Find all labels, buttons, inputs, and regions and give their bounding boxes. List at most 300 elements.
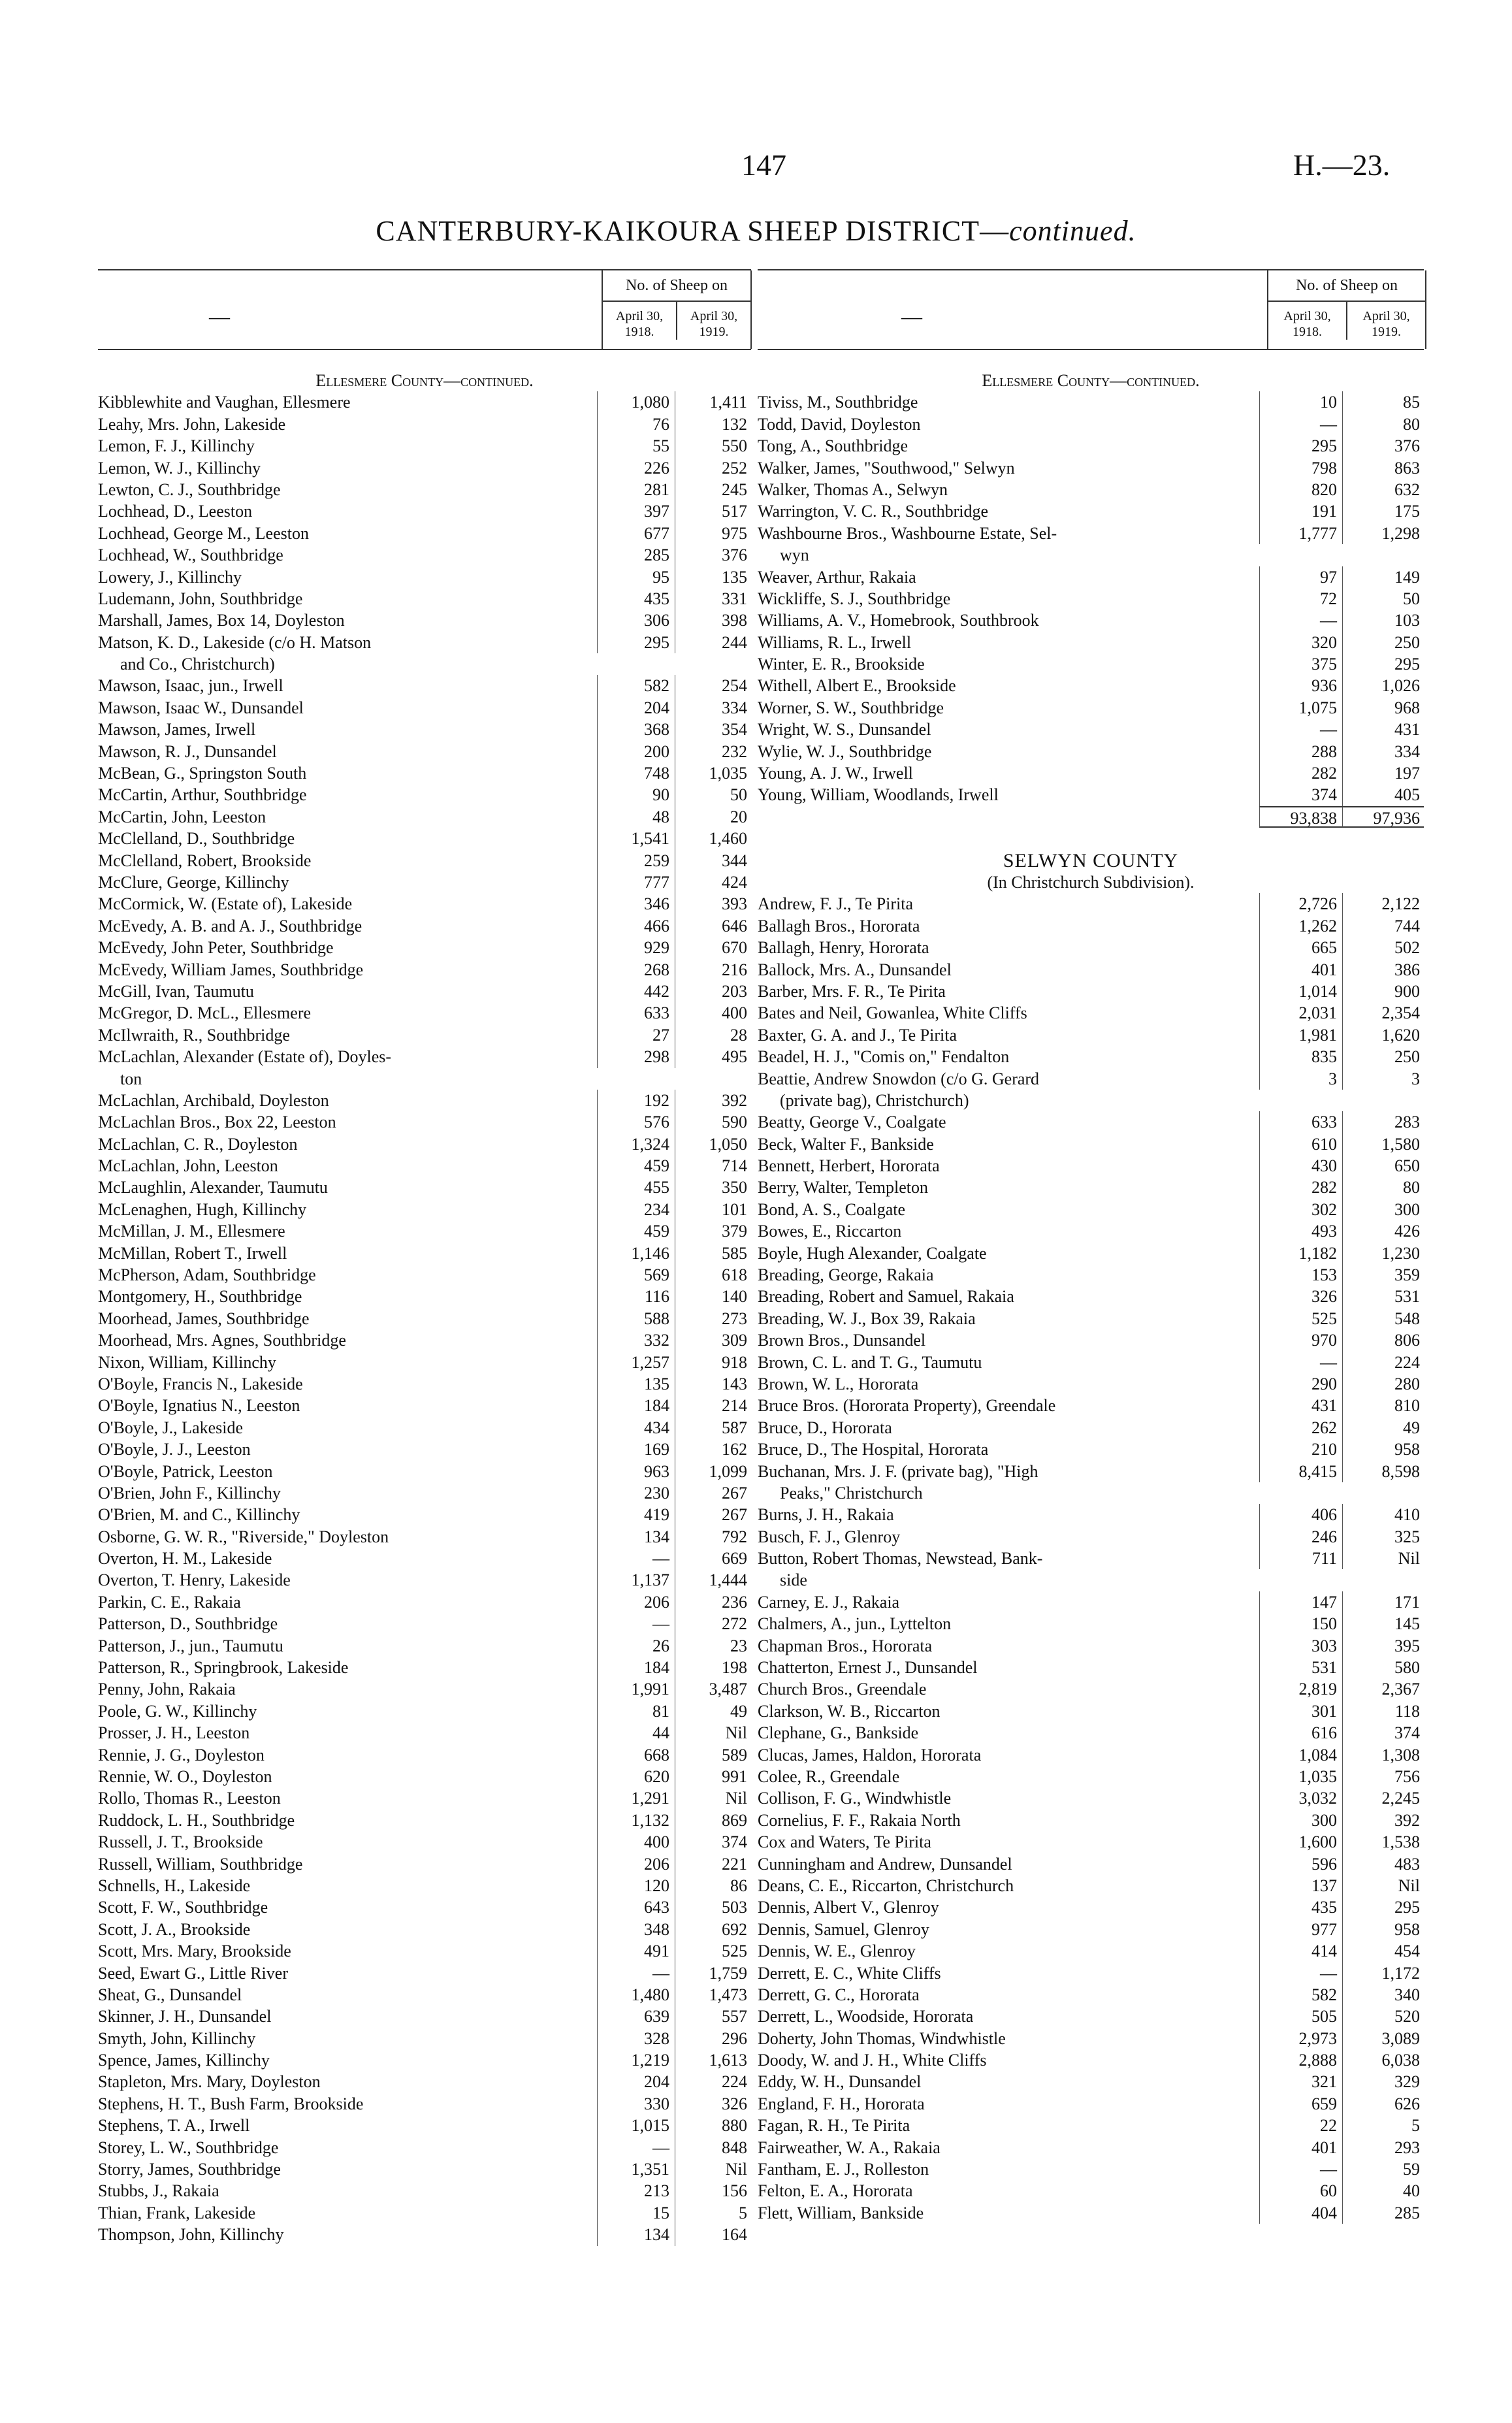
- holder-name: McLenaghen, Hugh, Killinchy: [98, 1199, 307, 1219]
- sheep-1919: 744: [1342, 915, 1424, 937]
- sheep-1919: 267: [675, 1504, 751, 1525]
- holder-name: Dennis, Albert V., Glenroy: [758, 1898, 939, 1917]
- holder-name: Osborne, G. W. R., "Riverside," Doyleston: [98, 1527, 389, 1546]
- table-row: [98, 1329, 751, 1351]
- sheep-1918: 230: [597, 1482, 675, 1504]
- sheep-1918: 1,219: [597, 2049, 675, 2071]
- table-row: [758, 2049, 1424, 2071]
- holder-name: O'Brien, M. and C., Killinchy: [98, 1505, 300, 1525]
- sheep-1919: 175: [1342, 500, 1424, 522]
- table-row: [98, 2093, 751, 2115]
- sheep-1918: 374: [1259, 784, 1342, 805]
- holder-name: Warrington, V. C. R., Southbridge: [758, 502, 989, 521]
- table-row: [758, 937, 1424, 958]
- table-row: [758, 1264, 1424, 1286]
- table-row: [758, 1940, 1424, 1962]
- sheep-1918: 620: [597, 1766, 675, 1787]
- holder-name: Storey, L. W., Southbridge: [98, 2138, 279, 2157]
- holder-name: O'Boyle, J., Lakeside: [98, 1418, 244, 1437]
- sheep-1918: 90: [597, 784, 675, 805]
- holder-name: McClure, George, Killinchy: [98, 872, 289, 892]
- sheep-1919: 216: [675, 959, 751, 981]
- holder-name: McCormick, W. (Estate of), Lakeside: [98, 894, 353, 914]
- sheep-1918: 288: [1259, 741, 1342, 762]
- sheep-1919: 309: [675, 1329, 751, 1351]
- sheep-1919: 296: [675, 2028, 751, 2049]
- sheep-1918: 406: [1259, 1504, 1342, 1525]
- sheep-1919: 590: [675, 1111, 751, 1133]
- sheep-1919: 792: [675, 1526, 751, 1548]
- sheep-1918: 435: [1259, 1896, 1342, 1918]
- sheep-1918: 633: [597, 1002, 675, 1024]
- sheep-1919: Nil: [1342, 1875, 1424, 1896]
- holder-name: Skinner, J. H., Dunsandel: [98, 2007, 272, 2026]
- title-main: CANTERBURY-KAIKOURA SHEEP DISTRICT—: [376, 215, 1010, 247]
- holder-name: Scott, Mrs. Mary, Brookside: [98, 1942, 291, 1961]
- sheep-1919: 670: [675, 937, 751, 958]
- sheep-1918: —: [1259, 414, 1342, 435]
- sheep-1919: 1,411: [675, 391, 751, 413]
- holder-name: Overton, T. Henry, Lakeside: [98, 1570, 291, 1590]
- holder-name: Lochhead, George M., Leeston: [98, 523, 309, 543]
- sheep-1919: 359: [1342, 1264, 1424, 1286]
- table-row: [98, 1853, 751, 1875]
- selwyn-rows: [758, 893, 1424, 2224]
- sheep-1919: 991: [675, 1766, 751, 1787]
- holder-name: Tong, A., Southbridge: [758, 436, 909, 456]
- sheep-1918: 204: [597, 2071, 675, 2092]
- sheep-1919: 197: [1342, 762, 1424, 784]
- sheep-1918: 576: [597, 1111, 675, 1133]
- table-row: [98, 566, 751, 588]
- sheep-1918: 135: [597, 1373, 675, 1395]
- sheep-1918: 668: [597, 1744, 675, 1766]
- table-row: [758, 784, 1424, 805]
- table-row: [98, 1199, 751, 1220]
- sheep-1918: 2,031: [1259, 1002, 1342, 1024]
- table-row: [758, 479, 1424, 500]
- sheep-1918: 330: [597, 2093, 675, 2115]
- table-row: [758, 2006, 1424, 2027]
- sheep-1919: Nil: [675, 1787, 751, 1809]
- holder-name: Collison, F. G., Windwhistle: [758, 1789, 952, 1808]
- sheep-1918: 1,600: [1259, 1831, 1342, 1853]
- table-row: [98, 719, 751, 740]
- sheep-1918: 48: [597, 806, 675, 828]
- sheep-1918: 295: [597, 632, 675, 653]
- holder-name: Worner, S. W., Southbridge: [758, 698, 944, 717]
- sheep-1919: 164: [675, 2224, 751, 2245]
- table-row: [758, 1439, 1424, 1460]
- table-row: [98, 2006, 751, 2027]
- holder-name: Andrew, F. J., Te Pirita: [758, 894, 914, 914]
- holder-name: Bruce, D., The Hospital, Hororata: [758, 1440, 989, 1459]
- holder-name-continued: ton: [120, 1069, 142, 1088]
- holder-name: McMillan, J. M., Ellesmere: [98, 1222, 285, 1241]
- sheep-1918: 76: [597, 414, 675, 435]
- holder-name: Moorhead, James, Southbridge: [98, 1309, 310, 1328]
- sheep-1918: 963: [597, 1461, 675, 1482]
- table-row: [758, 500, 1424, 522]
- sheep-1918: 491: [597, 1940, 675, 1962]
- sheep-1919: 585: [675, 1243, 751, 1264]
- table-row: [98, 1395, 751, 1416]
- table-row: [758, 1657, 1424, 1678]
- holder-name: O'Boyle, Patrick, Leeston: [98, 1461, 273, 1481]
- sheep-1918: 290: [1259, 1373, 1342, 1395]
- sheep-1918: 643: [597, 1896, 675, 1918]
- sheep-1918: 430: [1259, 1155, 1342, 1177]
- table-row: [758, 1308, 1424, 1329]
- table-row: [98, 1613, 751, 1634]
- holder-name: Bennett, Herbert, Hororata: [758, 1156, 940, 1176]
- sheep-1918: 346: [597, 893, 675, 915]
- sheep-1918: 748: [597, 762, 675, 784]
- sheep-1918: 300: [1259, 1810, 1342, 1831]
- holder-name: Lochhead, W., Southbridge: [98, 545, 283, 565]
- table-row: [758, 414, 1424, 435]
- table-row: [98, 893, 751, 915]
- sheep-1919: 557: [675, 2006, 751, 2027]
- sheep-1919: 869: [675, 1810, 751, 1831]
- sheep-1918: 977: [1259, 1919, 1342, 1940]
- holder-name: Wylie, W. J., Southbridge: [758, 741, 932, 761]
- table-row: [98, 544, 751, 566]
- table-row: [98, 1220, 751, 1242]
- holder-name: Lemon, F. J., Killinchy: [98, 436, 255, 456]
- holder-name: Bond, A. S., Coalgate: [758, 1199, 906, 1219]
- sheep-1918: 95: [597, 566, 675, 588]
- sheep-1918: 639: [597, 2006, 675, 2027]
- sheep-1918: 419: [597, 1504, 675, 1525]
- sheep-1918: 616: [1259, 1722, 1342, 1744]
- holder-name: Young, A. J. W., Irwell: [758, 764, 913, 783]
- table-row: [98, 2158, 751, 2180]
- table-row: [758, 1613, 1424, 1634]
- holder-name: Beck, Walter F., Bankside: [758, 1134, 934, 1154]
- right-table-header: [758, 269, 1424, 350]
- holder-name: Mawson, R. J., Dunsandel: [98, 741, 277, 761]
- holder-name: Stapleton, Mrs. Mary, Doyleston: [98, 2072, 321, 2092]
- sheep-1918: —: [1259, 719, 1342, 740]
- table-row: [758, 1810, 1424, 1831]
- sheep-1918: 1,014: [1259, 981, 1342, 1002]
- holder-name: Rennie, J. G., Doyleston: [98, 1745, 265, 1764]
- sheep-1919: 250: [1342, 1046, 1424, 1067]
- holder-name: Brown Bros., Dunsandel: [758, 1331, 926, 1350]
- sheep-1919: 918: [675, 1352, 751, 1373]
- sheep-1919: 958: [1342, 1919, 1424, 1940]
- table-row: [758, 915, 1424, 937]
- header-dash: —: [209, 304, 230, 328]
- sheep-1918: 97: [1259, 566, 1342, 588]
- holder-name: Storry, James, Southbridge: [98, 2160, 281, 2179]
- sheep-1919: 20: [675, 806, 751, 828]
- table-row: [98, 1417, 751, 1439]
- sheep-1919: 350: [675, 1177, 751, 1198]
- holder-name: Stubbs, J., Rakaia: [98, 2181, 219, 2201]
- sheep-1919: 692: [675, 1919, 751, 1940]
- right-column: [758, 269, 1424, 2262]
- holder-name: O'Boyle, Francis N., Lakeside: [98, 1374, 303, 1393]
- sheep-1918: 206: [597, 1853, 675, 1875]
- sheep-1919: 1,444: [675, 1569, 751, 1591]
- table-row: [758, 1352, 1424, 1373]
- holder-name: Doody, W. and J. H., White Cliffs: [758, 2051, 987, 2070]
- sheep-1918: 375: [1259, 653, 1342, 675]
- table-row: [98, 1787, 751, 1809]
- holder-name: Seed, Ewart G., Little River: [98, 1963, 288, 1983]
- table-row: [758, 1504, 1424, 1525]
- sheep-1918: 282: [1259, 1177, 1342, 1198]
- table-row: [98, 1766, 751, 1787]
- table-row: [758, 1177, 1424, 1198]
- table-row: [758, 1111, 1424, 1133]
- sheep-1918: 3,032: [1259, 1787, 1342, 1809]
- holder-name: Fantham, E. J., Rolleston: [758, 2160, 929, 2179]
- sheep-1919: 580: [1342, 1657, 1424, 1678]
- table-row: [758, 1155, 1424, 1177]
- sheep-1918: 596: [1259, 1853, 1342, 1875]
- table-row: [98, 1548, 751, 1569]
- table-row: [758, 1417, 1424, 1439]
- sheep-1918: 368: [597, 719, 675, 740]
- table-row: [98, 697, 751, 719]
- holder-name: Clephane, G., Bankside: [758, 1723, 919, 1743]
- holder-name: Thian, Frank, Lakeside: [98, 2203, 256, 2222]
- holder-name: O'Boyle, J. J., Leeston: [98, 1440, 251, 1459]
- table-row: [98, 1678, 751, 1700]
- sheep-1919: 958: [1342, 1439, 1424, 1460]
- table-row: [758, 1722, 1424, 1744]
- table-row: [98, 784, 751, 805]
- sheep-1918: 1,541: [597, 828, 675, 849]
- header-dash: —: [901, 304, 922, 328]
- sheep-1918: 321: [1259, 2071, 1342, 2092]
- holder-name: Ballagh, Henry, Hororata: [758, 938, 929, 958]
- sheep-1918: 226: [597, 457, 675, 479]
- sheep-1918: 798: [1259, 457, 1342, 479]
- col-1919: April 30, 1919.: [676, 302, 750, 340]
- table-row: [98, 1177, 751, 1198]
- table-row: [98, 937, 751, 958]
- sheep-1919: Nil: [675, 2158, 751, 2180]
- table-row: [98, 588, 751, 610]
- holder-name: Prosser, J. H., Leeston: [98, 1723, 250, 1743]
- sheep-1918: 200: [597, 741, 675, 762]
- sheep-1918: 192: [597, 1090, 675, 1111]
- sheep-1919: 59: [1342, 2158, 1424, 2180]
- holder-name: Mawson, Isaac W., Dunsandel: [98, 698, 304, 717]
- holder-name-continued: (private bag), Christchurch): [780, 1090, 969, 1110]
- table-row: [98, 2202, 751, 2224]
- sheep-1919: 344: [675, 850, 751, 871]
- table-row: [758, 1526, 1424, 1548]
- table-row: [758, 893, 1424, 915]
- sheep-1918: 404: [1259, 2202, 1342, 2224]
- sheep-1918: 8,415: [1259, 1461, 1342, 1482]
- sheep-1919: 2,245: [1342, 1787, 1424, 1809]
- table-row: [98, 2049, 751, 2071]
- sheep-1919: 236: [675, 1591, 751, 1613]
- holder-name: Wickliffe, S. J., Southbridge: [758, 589, 951, 608]
- table-row: [98, 1264, 751, 1286]
- holder-name: Baxter, G. A. and J., Te Pirita: [758, 1025, 957, 1045]
- sheep-1919: 340: [1342, 1984, 1424, 2006]
- holder-name: Bates and Neil, Gowanlea, White Cliffs: [758, 1003, 1027, 1023]
- holder-name: Mawson, Isaac, jun., Irwell: [98, 676, 283, 696]
- table-row: [758, 1220, 1424, 1242]
- sheep-1919: 149: [1342, 566, 1424, 588]
- table-row: [758, 719, 1424, 740]
- sheep-1919: 171: [1342, 1591, 1424, 1613]
- table-row: [98, 1526, 751, 1548]
- table-row: [98, 414, 751, 435]
- sheep-1919: 162: [675, 1439, 751, 1460]
- sheep-1918: 332: [597, 1329, 675, 1351]
- holder-name: Bruce, D., Hororata: [758, 1418, 892, 1437]
- holder-name: Breading, Robert and Samuel, Rakaia: [758, 1287, 1014, 1307]
- table-row: [758, 1962, 1424, 1984]
- table-row: [758, 523, 1424, 544]
- sheep-1919: 426: [1342, 1220, 1424, 1242]
- sheep-1919: 203: [675, 981, 751, 1002]
- sheep-1919: 103: [1342, 610, 1424, 631]
- table-row: [98, 1875, 751, 1896]
- sheep-1918: 285: [597, 544, 675, 566]
- holder-name: Rennie, W. O., Doyleston: [98, 1767, 272, 1786]
- sheep-1918: 15: [597, 2202, 675, 2224]
- sheep-1919: 410: [1342, 1504, 1424, 1525]
- table-row: [98, 915, 751, 937]
- sheep-1919: 118: [1342, 1700, 1424, 1722]
- sheep-1918: 26: [597, 1635, 675, 1657]
- holder-name: Beatty, George V., Coalgate: [758, 1113, 946, 1132]
- sheep-1919: 376: [675, 544, 751, 566]
- sheep-1919: 267: [675, 1482, 751, 1504]
- sheep-1918: 184: [597, 1395, 675, 1416]
- sheep-1919: 49: [675, 1700, 751, 1722]
- holder-name: McEvedy, William James, Southbridge: [98, 960, 364, 979]
- holder-name-continued: wyn: [780, 545, 809, 565]
- holder-name: McGregor, D. McL., Ellesmere: [98, 1003, 312, 1023]
- sheep-1918: 1,324: [597, 1133, 675, 1155]
- holder-name: Lemon, W. J., Killinchy: [98, 458, 261, 478]
- sheep-1918: 1,182: [1259, 1243, 1342, 1264]
- sheep-1919: 393: [675, 893, 751, 915]
- table-row: [758, 1853, 1424, 1875]
- holder-name-continued: Peaks," Christchurch: [780, 1483, 923, 1503]
- holder-name: Withell, Albert E., Brookside: [758, 676, 956, 696]
- sheep-1918: 10: [1259, 391, 1342, 413]
- table-row: [98, 523, 751, 544]
- sheep-1919: 1,035: [675, 762, 751, 784]
- sheep-1918: 610: [1259, 1133, 1342, 1155]
- holder-name: Spence, James, Killinchy: [98, 2051, 270, 2070]
- table-row: [98, 1373, 751, 1395]
- sheep-1919: 145: [1342, 1613, 1424, 1634]
- holder-name: Bowes, E., Riccarton: [758, 1222, 902, 1241]
- sheep-1919: 1,026: [1342, 675, 1424, 696]
- sheep-1919: 405: [1342, 784, 1424, 805]
- holder-name: Brown, W. L., Hororata: [758, 1374, 919, 1393]
- holder-name: McEvedy, John Peter, Southbridge: [98, 938, 334, 958]
- holder-name: McLachlan, Alexander (Estate of), Doyles-: [98, 1047, 392, 1067]
- sheep-1918: 301: [1259, 1700, 1342, 1722]
- right-rows: [758, 391, 1424, 805]
- left-rows: [98, 391, 751, 2245]
- table-row: [758, 1329, 1424, 1351]
- sheep-1918: 326: [1259, 1286, 1342, 1307]
- holder-name: Eddy, W. H., Dunsandel: [758, 2072, 922, 2092]
- holder-name: Flett, William, Bankside: [758, 2203, 924, 2222]
- sheep-1918: 1,991: [597, 1678, 675, 1700]
- sheep-1919: 1,099: [675, 1461, 751, 1482]
- sheep-1919: 132: [675, 414, 751, 435]
- holder-name: Bruce Bros. (Hororata Property), Greendale: [758, 1396, 1056, 1416]
- sheep-1919: 250: [1342, 632, 1424, 653]
- sheep-1918: 72: [1259, 588, 1342, 610]
- table-row: [98, 1722, 751, 1744]
- sheep-1918: 281: [597, 479, 675, 500]
- holder-name: McClelland, Robert, Brookside: [98, 851, 312, 870]
- table-row: [98, 1831, 751, 1853]
- col-1918: April 30, 1918.: [1283, 309, 1331, 339]
- sheep-1918: 435: [597, 588, 675, 610]
- holder-name: Weaver, Arthur, Rakaia: [758, 567, 916, 587]
- holder-name: Wright, W. S., Dunsandel: [758, 720, 931, 740]
- holder-name: Sheat, G., Dunsandel: [98, 1985, 242, 2004]
- sheep-1919: 5: [675, 2202, 751, 2224]
- sheep-1919: 214: [675, 1395, 751, 1416]
- table-row: [98, 1919, 751, 1940]
- holder-name: Poole, G. W., Killinchy: [98, 1701, 257, 1721]
- table-row: [758, 2202, 1424, 2224]
- table-row: [758, 1461, 1424, 1482]
- sheep-1918: 493: [1259, 1220, 1342, 1242]
- sheep-1919: 272: [675, 1613, 751, 1634]
- sheep-1918: —: [1259, 2158, 1342, 2180]
- sheep-1919: 1,050: [675, 1133, 751, 1155]
- sheep-1919: 140: [675, 1286, 751, 1307]
- sheep-1918: 328: [597, 2028, 675, 2049]
- table-row: [758, 653, 1424, 675]
- holder-name: Russell, William, Southbridge: [98, 1854, 303, 1874]
- sheep-1918: 466: [597, 915, 675, 937]
- sheep-1919: 632: [1342, 479, 1424, 500]
- title-continued: continued.: [1009, 215, 1136, 247]
- table-row: [98, 1002, 751, 1024]
- sheep-1919: 379: [675, 1220, 751, 1242]
- sheep-1919: 1,172: [1342, 1962, 1424, 1984]
- sheep-1919: 3: [1342, 1068, 1424, 1090]
- sheep-1918: 1,981: [1259, 1024, 1342, 1046]
- sheep-1919: 548: [1342, 1308, 1424, 1329]
- table-row: [98, 1352, 751, 1373]
- total-1918: 93,838: [1259, 806, 1342, 828]
- holder-name: Dennis, W. E., Glenroy: [758, 1942, 916, 1961]
- holder-name: Breading, W. J., Box 39, Rakaia: [758, 1309, 976, 1328]
- sheep-1919: 503: [675, 1896, 751, 1918]
- sheep-1919: 525: [675, 1940, 751, 1962]
- holder-name: Schnells, H., Lakeside: [98, 1876, 251, 1895]
- sheep-1919: 386: [1342, 959, 1424, 981]
- col-1918: April 30, 1918.: [615, 309, 664, 339]
- holder-name: Rollo, Thomas R., Leeston: [98, 1789, 281, 1808]
- sheep-1918: 531: [1259, 1657, 1342, 1678]
- table-row: [98, 1286, 751, 1307]
- sheep-1919: 2,122: [1342, 893, 1424, 915]
